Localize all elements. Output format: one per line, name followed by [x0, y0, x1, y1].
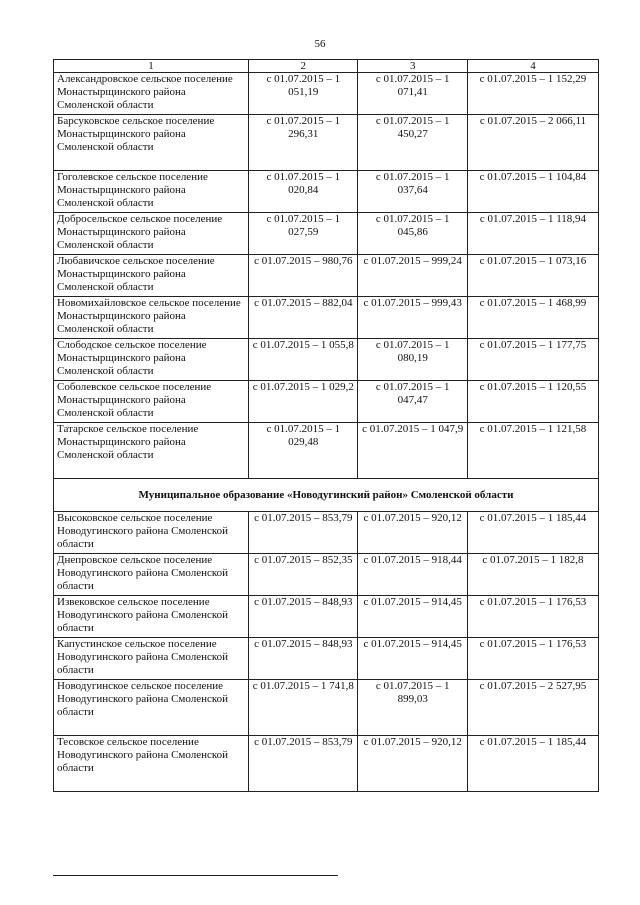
value-col-2: с 01.07.2015 – 1 020,84 — [249, 171, 358, 213]
table-row — [54, 339, 599, 381]
value-col-4: с 01.07.2015 – 1 120,55 — [467, 381, 598, 423]
value-col-3: с 01.07.2015 – 914,45 — [358, 596, 467, 638]
value-col-3: с 01.07.2015 – 999,43 — [358, 297, 467, 339]
value-col-2: с 01.07.2015 – 848,93 — [249, 638, 358, 680]
section-header-row — [54, 479, 599, 512]
page-number: 56 — [314, 38, 326, 50]
header-row — [54, 60, 599, 73]
table-row — [54, 554, 599, 596]
value-col-3: с 01.07.2015 – 1 080,19 — [358, 339, 467, 381]
settlement-name: Александровское сельское поселение Монастырщинского района Смоленской области — [54, 73, 249, 115]
value-col-4: с 01.07.2015 – 1 176,53 — [467, 638, 598, 680]
table-row — [54, 736, 599, 792]
settlement-name: Тесовское сельское поселение Новодугинского района Смоленской области — [54, 736, 249, 792]
table-row — [54, 638, 599, 680]
value-col-4: с 01.07.2015 – 1 121,58 — [467, 423, 598, 479]
value-col-4: с 01.07.2015 – 1 185,44 — [467, 736, 598, 792]
value-col-3: с 01.07.2015 – 920,12 — [358, 736, 467, 792]
value-col-3: с 01.07.2015 – 1 047,9 — [358, 423, 467, 479]
settlement-name: Новомихайловское сельское поселение Монастырщинского района Смоленской области — [54, 297, 249, 339]
value-col-2: с 01.07.2015 – 848,93 — [249, 596, 358, 638]
settlement-name: Новодугинское сельское поселение Новодугинского района Смоленской области — [54, 680, 249, 736]
settlement-name: Соболевское сельское поселение Монастырщинского района Смоленской области — [54, 381, 249, 423]
value-col-3: с 01.07.2015 – 920,12 — [358, 512, 467, 554]
value-col-4: с 01.07.2015 – 2 527,95 — [467, 680, 598, 736]
header-col-3: 3 — [358, 60, 467, 73]
settlement-name: Добросельское сельское поселение Монастырщинского района Смоленской области — [54, 213, 249, 255]
settlement-name: Днепровское сельское поселение Новодугинского района Смоленской области — [54, 554, 249, 596]
settlement-name: Барсуковское сельское поселение Монастырщинского района Смоленской области — [54, 115, 249, 171]
value-col-3: с 01.07.2015 – 999,24 — [358, 255, 467, 297]
table-row — [54, 680, 599, 736]
header-col-2: 2 — [249, 60, 358, 73]
value-col-4: с 01.07.2015 – 1 468,99 — [467, 297, 598, 339]
settlement-name: Слободское сельское поселение Монастырщинского района Смоленской области — [54, 339, 249, 381]
value-col-4: с 01.07.2015 – 1 177,75 — [467, 339, 598, 381]
value-col-2: с 01.07.2015 – 1 027,59 — [249, 213, 358, 255]
value-col-2: с 01.07.2015 – 1 055,8 — [249, 339, 358, 381]
table-row — [54, 381, 599, 423]
settlement-name: Любавичское сельское поселение Монастырщинского района Смоленской области — [54, 255, 249, 297]
table-row — [54, 596, 599, 638]
value-col-4: с 01.07.2015 – 1 118,94 — [467, 213, 598, 255]
value-col-3: с 01.07.2015 – 1 047,47 — [358, 381, 467, 423]
value-col-3: с 01.07.2015 – 1 037,64 — [358, 171, 467, 213]
table-row — [54, 297, 599, 339]
value-col-4: с 01.07.2015 – 1 152,29 — [467, 73, 598, 115]
value-col-2: с 01.07.2015 – 1 741,8 — [249, 680, 358, 736]
value-col-3: с 01.07.2015 – 914,45 — [358, 638, 467, 680]
tariff-table — [53, 59, 599, 792]
header-col-4: 4 — [467, 60, 598, 73]
value-col-4: с 01.07.2015 – 2 066,11 — [467, 115, 598, 171]
settlement-name: Извековское сельское поселение Новодугинского района Смоленской области — [54, 596, 249, 638]
value-col-2: с 01.07.2015 – 1 029,48 — [249, 423, 358, 479]
value-col-2: с 01.07.2015 – 1 296,31 — [249, 115, 358, 171]
table-row — [54, 512, 599, 554]
footnote-divider — [53, 875, 338, 876]
settlement-name: Капустинское сельское поселение Новодугинского района Смоленской области — [54, 638, 249, 680]
value-col-2: с 01.07.2015 – 1 029,2 — [249, 381, 358, 423]
value-col-3: с 01.07.2015 – 1 450,27 — [358, 115, 467, 171]
header-col-1: 1 — [54, 60, 249, 73]
value-col-2: с 01.07.2015 – 853,79 — [249, 512, 358, 554]
table-row — [54, 213, 599, 255]
value-col-2: с 01.07.2015 – 980,76 — [249, 255, 358, 297]
value-col-4: с 01.07.2015 – 1 176,53 — [467, 596, 598, 638]
value-col-4: с 01.07.2015 – 1 182,8 — [467, 554, 598, 596]
value-col-4: с 01.07.2015 – 1 073,16 — [467, 255, 598, 297]
table-row — [54, 115, 599, 171]
section-title: Муниципальное образование «Новодугинский район» Смоленской области — [54, 479, 599, 512]
value-col-2: с 01.07.2015 – 853,79 — [249, 736, 358, 792]
table-row — [54, 255, 599, 297]
value-col-2: с 01.07.2015 – 852,35 — [249, 554, 358, 596]
value-col-3: с 01.07.2015 – 918,44 — [358, 554, 467, 596]
table-row — [54, 73, 599, 115]
settlement-name: Гоголевское сельское поселение Монастырщинского района Смоленской области — [54, 171, 249, 213]
value-col-4: с 01.07.2015 – 1 104,84 — [467, 171, 598, 213]
value-col-4: с 01.07.2015 – 1 185,44 — [467, 512, 598, 554]
value-col-3: с 01.07.2015 – 1 045,86 — [358, 213, 467, 255]
table-row — [54, 423, 599, 479]
settlement-name: Татарское сельское поселение Монастырщинского района Смоленской области — [54, 423, 249, 479]
value-col-3: с 01.07.2015 – 1 899,03 — [358, 680, 467, 736]
settlement-name: Высоковское сельское поселение Новодугинского района Смоленской области — [54, 512, 249, 554]
value-col-2: с 01.07.2015 – 1 051,19 — [249, 73, 358, 115]
value-col-2: с 01.07.2015 – 882,04 — [249, 297, 358, 339]
table-row — [54, 171, 599, 213]
value-col-3: с 01.07.2015 – 1 071,41 — [358, 73, 467, 115]
